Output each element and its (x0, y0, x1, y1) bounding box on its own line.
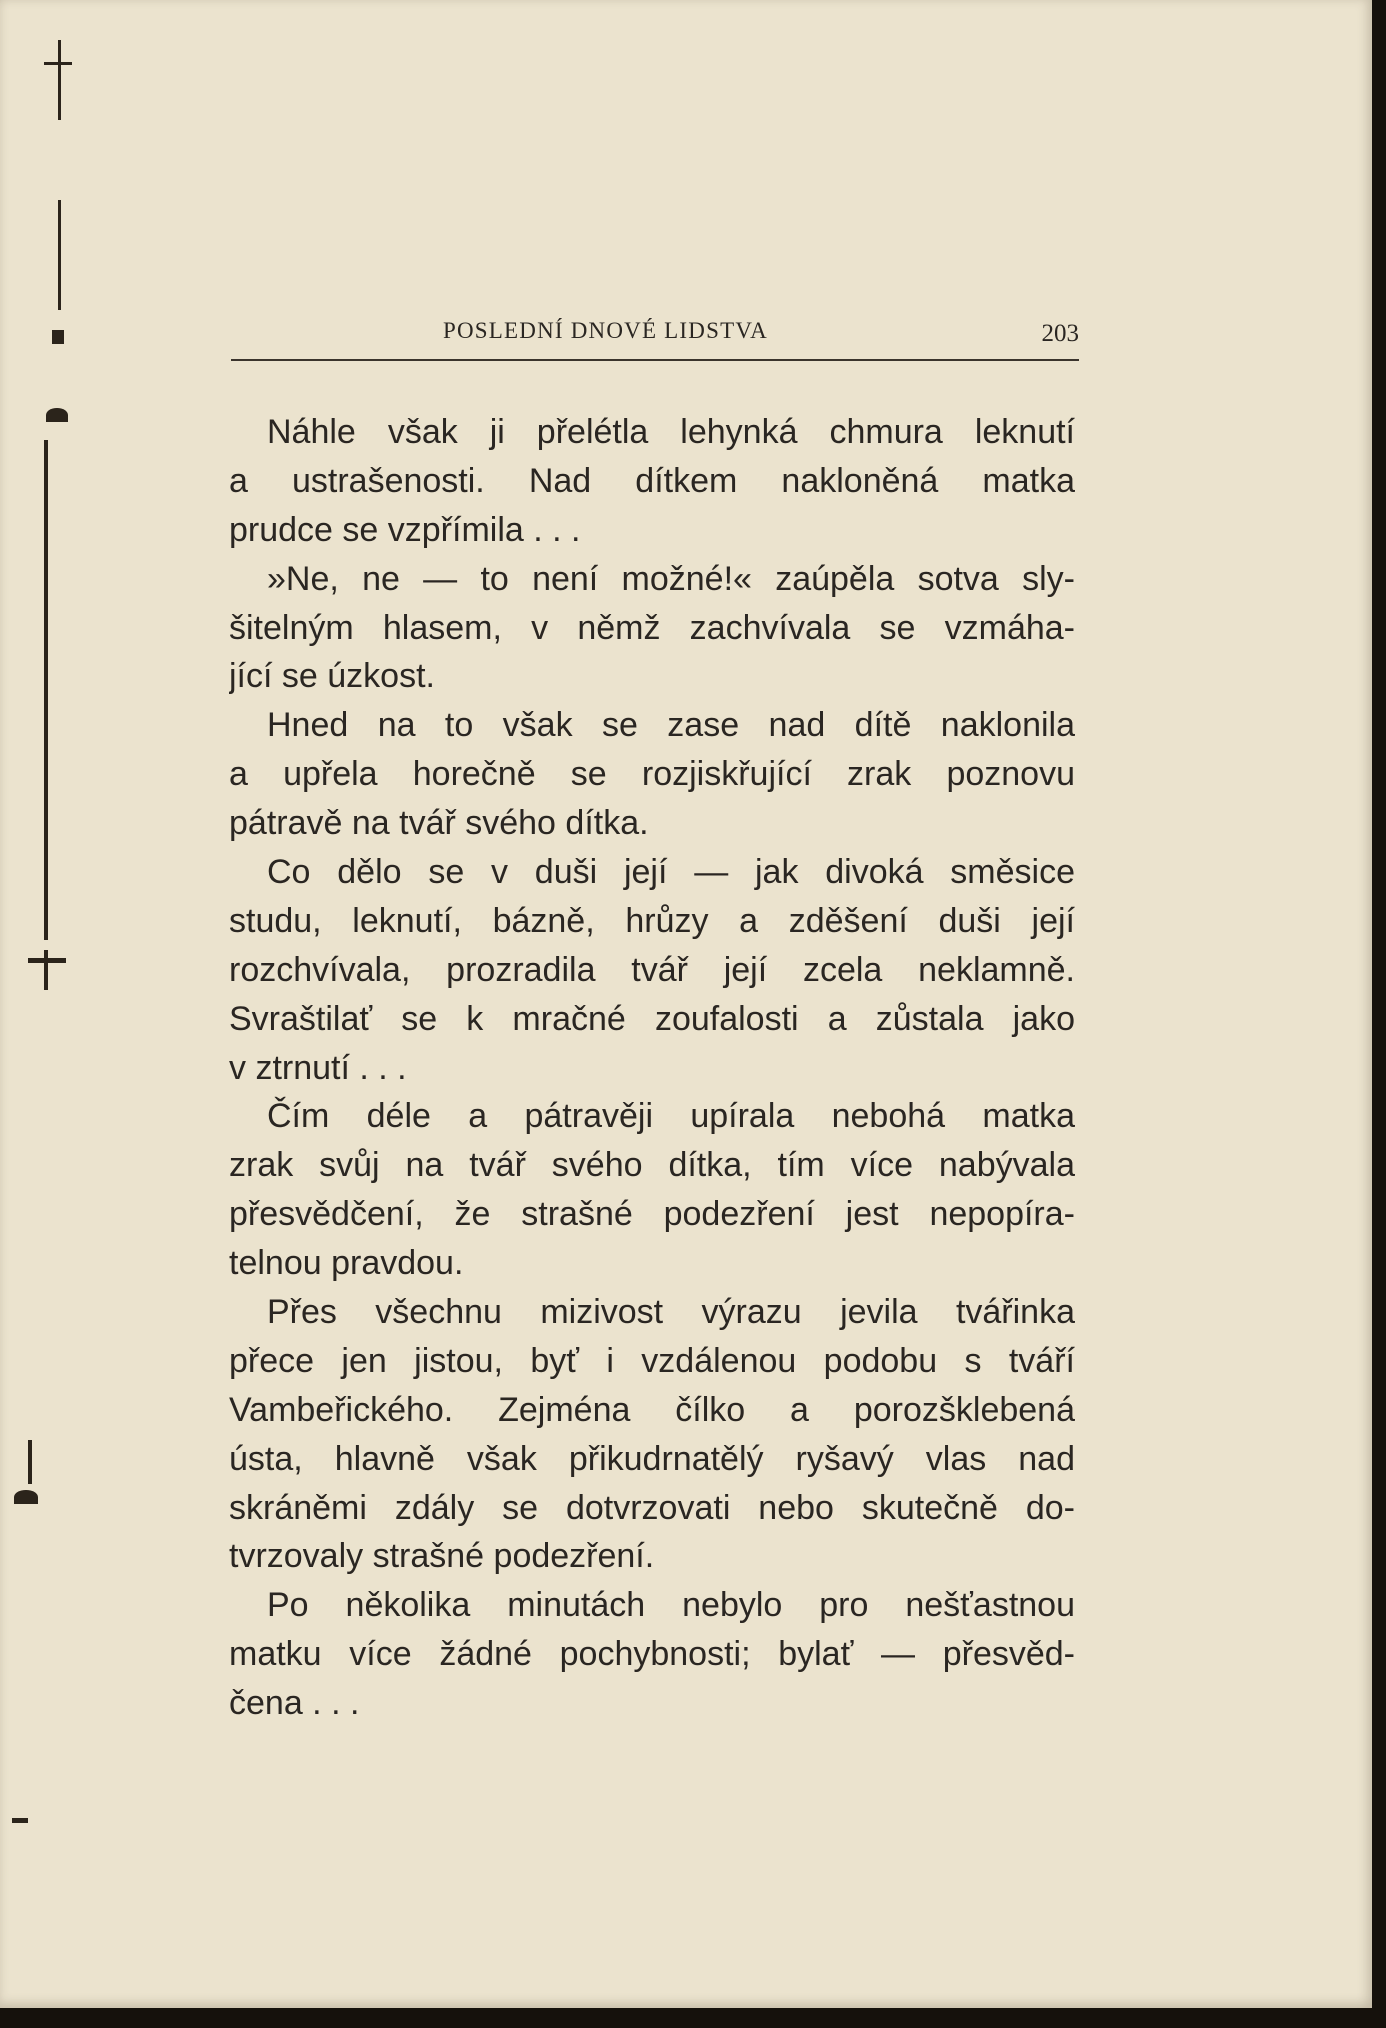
text-line: jící se úzkost. (229, 657, 435, 696)
text-line: a ustrašenosti. Nad dítkem nakloněná matka (229, 461, 1075, 500)
running-head: POSLEDNÍ DNOVÉ LIDSTVA (443, 318, 768, 343)
text-line: Čím déle a pátravěji upírala nebohá matka (267, 1097, 1075, 1136)
text-line: studu, leknutí, bázně, hrůzy a zděšení duši její (229, 901, 1075, 940)
text-line: šitelným hlasem, v němž zachvívala se vzmáha- (229, 608, 1075, 647)
margin-mark (52, 330, 64, 344)
margin-mark (14, 1490, 38, 1504)
text-line: přesvědčení, že strašné podezření jest nepopíra- (229, 1195, 1075, 1234)
text-line: rozchvívala, prozradila tvář její zcela neklamně. (229, 950, 1075, 989)
text-line: přece jen jistou, byť i vzdálenou podobu s tváří (229, 1341, 1075, 1380)
text-line: čena . . . (229, 1684, 360, 1723)
text-line: v ztrnutí . . . (229, 1048, 407, 1087)
text-line: Přes všechnu mizivost výrazu jevila tvářinka (267, 1293, 1075, 1332)
text-line: telnou pravdou. (229, 1244, 464, 1283)
scan-border-right (1372, 0, 1386, 2028)
text-line: Svraštilať se k mračné zoufalosti a zůstala jako (229, 999, 1075, 1038)
margin-mark (28, 1440, 32, 1484)
page-number: 203 (1041, 320, 1079, 347)
margin-mark (12, 1818, 28, 1823)
margin-mark (58, 40, 61, 120)
scan-border-bottom (0, 2008, 1386, 2028)
text-line: zrak svůj na tvář svého dítka, tím více nabývala (229, 1146, 1075, 1185)
text-line: Vambeřického. Zejména čílko a porozšklebená (229, 1390, 1075, 1429)
text-line: skráněmi zdály se dotvrzovati nebo skutečně do- (229, 1488, 1075, 1527)
text-line: Co dělo se v duši její — jak divoká směsice (267, 853, 1075, 892)
text-line: Náhle však ji přelétla lehynká chmura leknutí (267, 413, 1075, 451)
margin-mark (46, 408, 68, 422)
margin-mark (44, 440, 48, 940)
page-header (231, 316, 1079, 360)
header-rule (231, 359, 1079, 361)
text-line: tvrzovaly strašné podezření. (229, 1537, 655, 1576)
text-line: prudce se vzpřímila . . . (229, 510, 581, 549)
margin-mark (44, 950, 48, 990)
body-text (229, 408, 1075, 1728)
text-line: matku více žádné pochybnosti; bylať — přesvěd- (229, 1635, 1075, 1674)
text-line: pátravě na tvář svého dítka. (229, 804, 649, 843)
margin-mark (44, 62, 72, 65)
text-line: a upřela horečně se rozjiskřující zrak poznovu (229, 755, 1075, 794)
text-line: Po několika minutách nebylo pro nešťastnou (267, 1586, 1075, 1625)
text-line: »Ne, ne — to není možné!« zaúpěla sotva sly- (267, 559, 1075, 598)
margin-mark (58, 200, 61, 310)
text-line: Hned na to však se zase nad dítě naklonila (267, 706, 1075, 745)
text-line: ústa, hlavně však přikudrnatělý ryšavý vlas nad (229, 1439, 1075, 1478)
